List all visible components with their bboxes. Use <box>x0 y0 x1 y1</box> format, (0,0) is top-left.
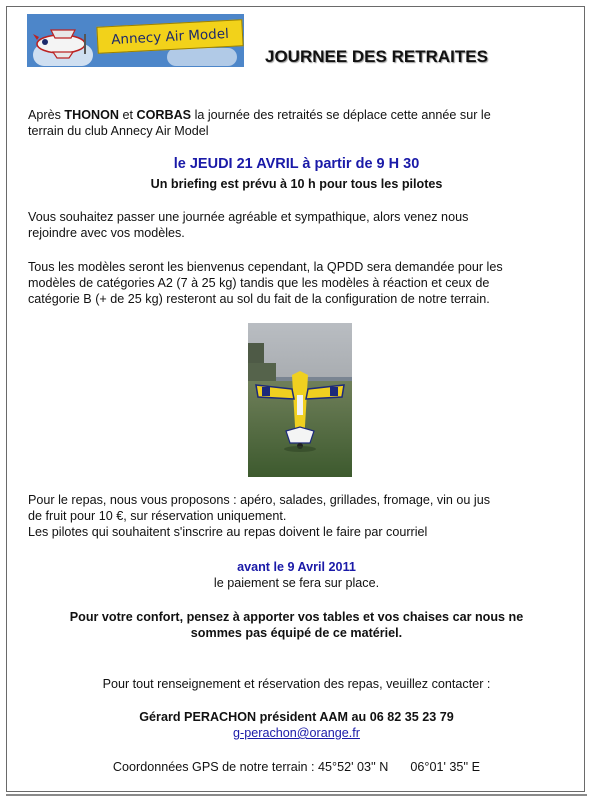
page-title: JOURNEE DES RETRAITES <box>265 47 488 66</box>
airplane-icon <box>31 20 97 66</box>
comfort-note <box>0 609 593 641</box>
contact-intro: Pour tout renseignement et réservation des repas, veuillez contacter : <box>102 677 491 691</box>
invite-line: Vous souhaitez passer une journée agréable et sympathique, alors venez nous <box>28 210 469 224</box>
city-corbas: CORBAS <box>136 108 192 122</box>
intro-text: et <box>118 108 137 122</box>
club-logo <box>27 14 244 67</box>
invite-paragraph <box>28 209 575 241</box>
airplane-photo <box>248 323 352 477</box>
contact-name: Gérard PERACHON président AAM au 06 82 35 23 79 <box>139 710 454 724</box>
models-line: Tous les modèles seront les bienvenus cependant, la QPDD sera demandée pour les <box>28 260 503 274</box>
logo-cloud <box>167 48 237 66</box>
models-line: catégorie B (+ de 25 kg) resteront au sol du fait de la configuration de notre terrain. <box>28 292 490 306</box>
gps-longitude: 06°01' 35'' E <box>410 760 481 774</box>
gps-coordinates <box>0 759 593 775</box>
intro-text: la journée des retraités se déplace cette année sur le <box>191 108 491 122</box>
comfort-line: Pour votre confort, pensez à apporter vos tables et vos chaises car nous ne <box>69 610 524 624</box>
meal-line: Les pilotes qui souhaitent s'inscrire au repas doivent le faire par courriel <box>28 525 428 539</box>
registration-deadline: avant le 9 Avril 2011 <box>237 560 356 574</box>
gps-latitude: 45°52' 03'' N <box>318 760 389 774</box>
models-paragraph <box>28 259 575 307</box>
intro-text: Après <box>28 108 65 122</box>
event-date: le JEUDI 21 AVRIL à partir de 9 H 30 <box>173 156 420 172</box>
contact-email-link[interactable]: g-perachon@orange.fr <box>233 726 360 740</box>
meal-paragraph <box>28 492 575 540</box>
meal-line: Pour le repas, nous vous proposons : apéro, salades, grillades, fromage, vin ou jus <box>28 493 491 507</box>
comfort-line: sommes pas équipé de ce matériel. <box>190 626 403 640</box>
intro-paragraph <box>28 107 575 139</box>
contact-email-line <box>0 725 593 741</box>
intro-text: terrain du club Annecy Air Model <box>28 124 209 138</box>
invite-line: rejoindre avec vos modèles. <box>28 226 185 240</box>
model-plane-image <box>248 323 352 477</box>
meal-line: de fruit pour 10 €, sur réservation uniquement. <box>28 509 287 523</box>
city-thonon: THONON <box>64 108 119 122</box>
gps-label: Coordonnées GPS de notre terrain : <box>112 760 319 774</box>
border-shadow <box>6 794 587 796</box>
payment-note: le paiement se fera sur place. <box>213 576 380 590</box>
logo-text: Annecy Air Model <box>110 25 230 48</box>
briefing-note: Un briefing est prévu à 10 h pour tous les pilotes <box>150 177 443 191</box>
models-line: modèles de catégories A2 (7 à 25 kg) tandis que les modèles à réaction et ceux de <box>28 276 490 290</box>
